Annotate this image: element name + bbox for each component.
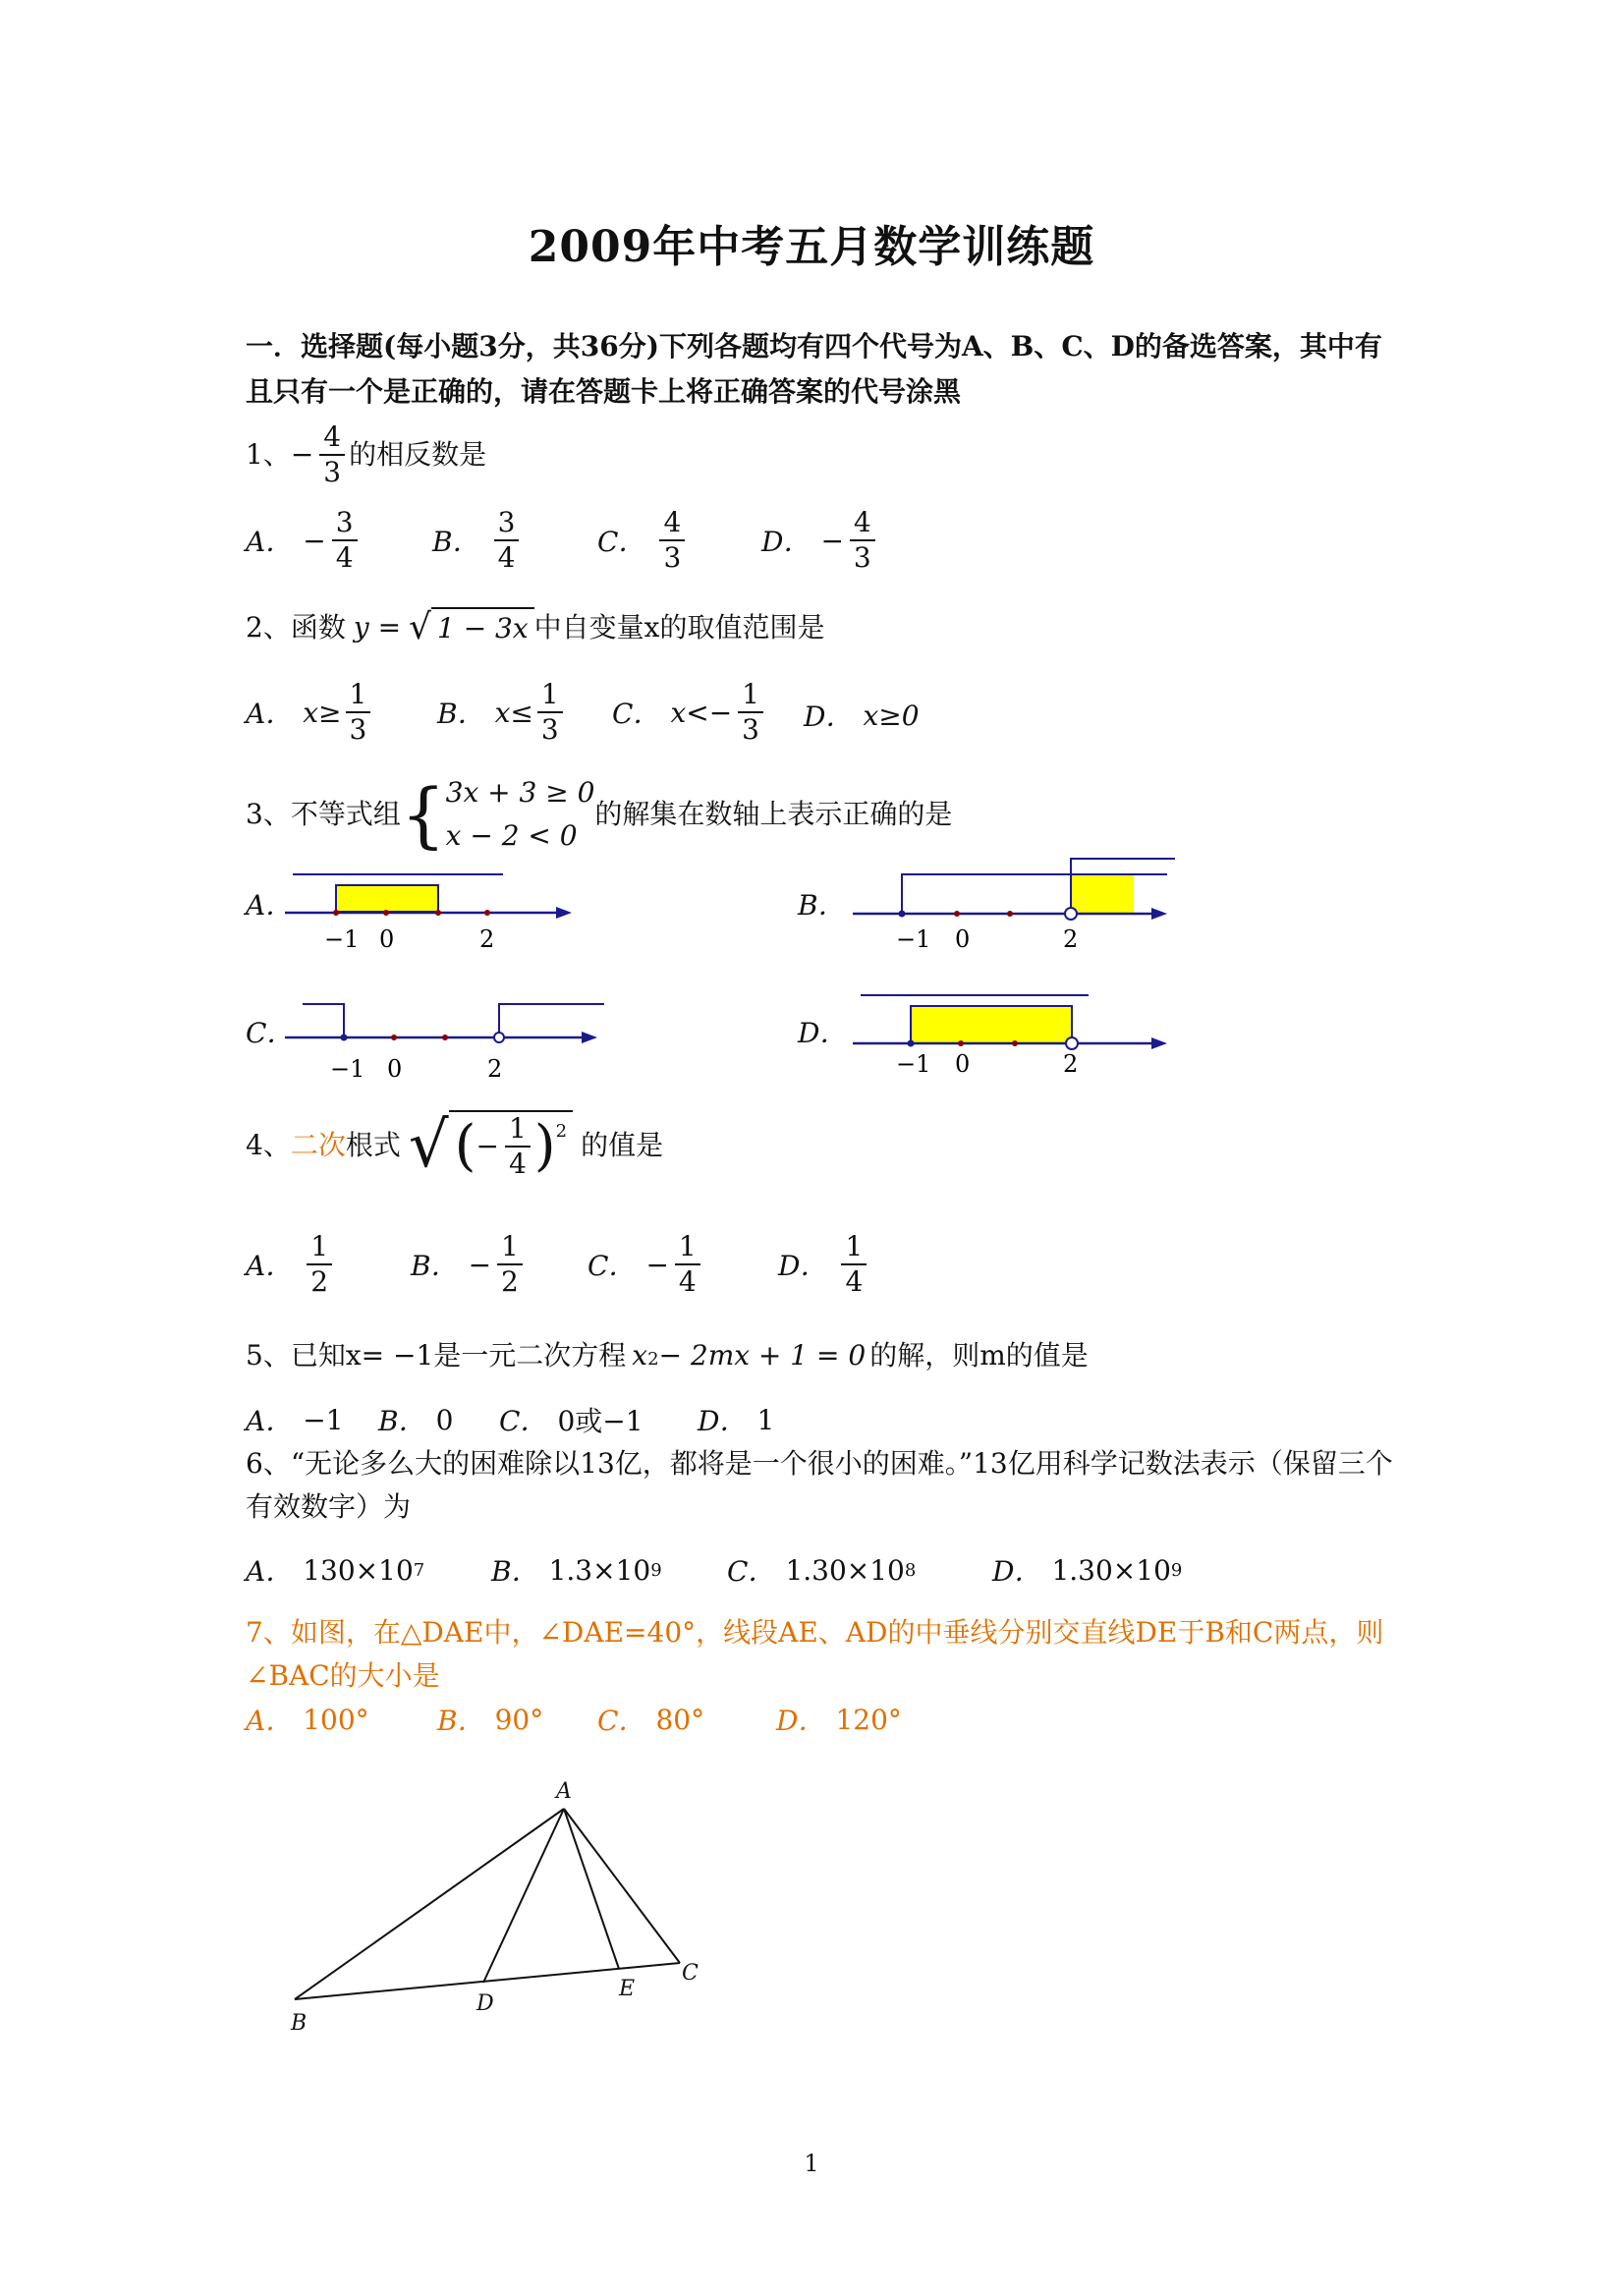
option-sign: − [820, 524, 844, 557]
q1-denominator: 3 [323, 456, 342, 488]
numerator: 1 [841, 1230, 867, 1265]
numerator: 1 [537, 678, 563, 713]
q3-option-b-numberline[interactable] [853, 853, 1177, 956]
option-fraction [850, 506, 875, 575]
option-label: B． [491, 1555, 539, 1588]
q5-number: 5、 [246, 1339, 291, 1372]
q3-option-d-numberline[interactable] [853, 985, 1177, 1084]
q4-radicand: ( − $\frac{1}{4}$ ) $^2$ [449, 1110, 573, 1181]
tick-label: −1 [896, 925, 931, 953]
question-2 [246, 607, 824, 648]
numerator: 4 [659, 506, 685, 541]
option-sign: − [708, 696, 733, 729]
point-label-c: C [682, 1961, 699, 1986]
tick-label: 0 [379, 925, 395, 953]
open-circle [1065, 908, 1077, 920]
option-base: 1.30×10 [1051, 1553, 1171, 1587]
option-label: A． [246, 1405, 294, 1437]
numerator: 1 [675, 1230, 700, 1265]
option-label: D． [778, 1250, 828, 1282]
q6-option-c[interactable] [727, 1550, 916, 1590]
option-fraction [307, 1230, 332, 1299]
tick-label: −1 [896, 1050, 931, 1078]
tick-label: 0 [387, 1055, 403, 1083]
option-label: B． [432, 526, 480, 558]
option-label: C． [588, 1250, 637, 1282]
denominator: 4 [845, 1265, 864, 1298]
tick-label: −1 [324, 925, 360, 953]
tick-label: 2 [487, 1055, 503, 1083]
segment-ac [564, 1809, 680, 1963]
numerator: 1 [738, 678, 763, 713]
option-fraction [346, 678, 371, 747]
q3-option-a-label[interactable]: A． [246, 889, 294, 922]
denominator: 4 [335, 541, 354, 574]
q4-sqrt: √ ( − $\frac{1}{4}$ ) $^2$ [409, 1110, 573, 1181]
q7-triangle-figure [275, 1776, 727, 2042]
option-fraction [332, 506, 358, 575]
denominator: 2 [501, 1265, 519, 1298]
q1-stem-text: 的相反数是 [349, 438, 487, 471]
page-title: 2009年中考五月数学训练题 [528, 222, 1095, 272]
tick-dot [908, 1040, 915, 1047]
q5-post: 的解，则m的值是 [869, 1339, 1089, 1372]
numerator: 1 [307, 1230, 332, 1265]
segment-ae [564, 1809, 619, 1969]
q2-formula-lhs: y = [353, 611, 402, 644]
tick-label: 0 [955, 1050, 971, 1078]
q6-text: “无论多么大的困难除以13亿，都将是一个很小的困难。”13亿用科学记数法表示（保留三个有效数字）为 [246, 1447, 1393, 1523]
option-text: 1 [756, 1403, 775, 1436]
option-label: A． [246, 526, 294, 558]
arrow-icon [582, 1032, 597, 1043]
q4-option-d[interactable] [778, 1230, 870, 1299]
q5-option-a[interactable] [246, 1400, 344, 1439]
q2-option-b[interactable] [437, 678, 567, 747]
option-label: A． [246, 1250, 294, 1282]
option-label: C． [597, 526, 646, 558]
denominator: 3 [663, 541, 682, 574]
arrow-icon [1151, 1037, 1167, 1049]
tick-dot [383, 910, 389, 916]
q4-option-a[interactable] [246, 1230, 336, 1299]
option-label: D． [776, 1705, 826, 1737]
denominator: 4 [497, 541, 516, 574]
q1-option-c[interactable] [597, 506, 689, 575]
option-label: D． [804, 700, 854, 733]
q1-fraction [319, 420, 345, 489]
option-base: 1.30×10 [785, 1553, 905, 1587]
q6-option-b[interactable] [491, 1550, 662, 1590]
point-label-d: D [476, 1991, 494, 2016]
option-text: 100° [303, 1703, 369, 1736]
option-fraction [659, 506, 685, 575]
bracket-line [303, 1004, 344, 1037]
q3-system [446, 771, 595, 858]
option-text: x≥0 [863, 699, 920, 732]
q2-sqrt: √ 1 − 3x [409, 607, 534, 648]
q3-option-c-numberline[interactable] [285, 994, 609, 1088]
option-label: B． [411, 1250, 459, 1282]
tick-label: 2 [1063, 1050, 1079, 1078]
option-relation: x≤ [494, 696, 533, 729]
solution-shade [911, 1006, 1072, 1043]
q7-option-d[interactable] [776, 1700, 902, 1739]
q2-option-a[interactable] [246, 678, 374, 747]
q2-radicand: 1 − 3x [431, 607, 534, 648]
q7-option-b[interactable] [437, 1700, 543, 1739]
q4-exponent: 2 [555, 1121, 568, 1142]
question-7 [246, 1611, 1405, 1698]
open-circle [494, 1033, 504, 1042]
option-label: B． [378, 1405, 426, 1437]
q3-option-a-numberline[interactable] [285, 865, 589, 958]
tick-dot [899, 911, 906, 918]
option-label: D． [698, 1405, 748, 1437]
option-exponent: 7 [413, 1559, 425, 1581]
option-sign: − [645, 1248, 669, 1281]
solution-shade [336, 885, 438, 912]
q1-option-d[interactable] [761, 506, 879, 575]
denominator: 3 [853, 541, 871, 574]
q3-option-d-label[interactable]: D． [798, 1017, 848, 1049]
bracket-line [499, 1004, 604, 1037]
option-relation: x≥ [303, 696, 342, 729]
question-4 [246, 1110, 663, 1181]
q7-number: 7、 [246, 1616, 291, 1649]
q1-number: 1、 [246, 438, 291, 471]
option-exponent: 9 [650, 1559, 662, 1581]
q4-pre: 根式 [345, 1129, 401, 1161]
solution-shade [1071, 874, 1134, 914]
tick-dot [391, 1035, 397, 1040]
q3-line1: 3x + 3 ≥ 0 [445, 776, 595, 809]
arrow-icon [1151, 908, 1167, 920]
brace-icon: { [400, 773, 446, 856]
option-fraction [841, 1230, 867, 1299]
option-base: 130×10 [303, 1553, 414, 1587]
q3-pre: 不等式组 [290, 798, 401, 830]
segment-ab [295, 1809, 564, 1999]
tick-label: 0 [955, 925, 971, 953]
option-label: D． [992, 1555, 1042, 1588]
q4-highlight: 二次 [290, 1129, 346, 1161]
denominator: 4 [678, 1265, 697, 1298]
option-sign: − [303, 524, 326, 557]
option-label: A． [246, 1705, 294, 1737]
tick-label: −1 [330, 1055, 365, 1083]
option-label: C． [727, 1555, 776, 1588]
q3-option-c-label[interactable]: C． [246, 1017, 295, 1049]
tick-dot [435, 910, 441, 916]
option-fraction [738, 678, 763, 747]
numerator: 1 [497, 1230, 523, 1265]
option-fraction [675, 1230, 700, 1299]
option-text: 0或−1 [557, 1405, 644, 1437]
option-label: A． [246, 1555, 294, 1588]
option-base: 1.3×10 [548, 1553, 651, 1587]
tick-dot [1007, 911, 1013, 917]
page-number: 1 [804, 2150, 819, 2177]
option-label: B． [437, 1705, 485, 1737]
q4-option-b[interactable] [411, 1230, 527, 1299]
option-label: B． [437, 698, 485, 730]
q4-sign: − [476, 1130, 499, 1162]
tick-dot [442, 1035, 448, 1040]
question-6 [246, 1442, 1405, 1529]
q5-option-b[interactable] [378, 1400, 453, 1439]
section-heading: 一．选择题(每小题3分，共36分)下列各题均有四个代号为A、B、C、D的备选答案，其中有且只有一个是正确的，请在答题卡上将正确答案的代号涂黑 [246, 330, 1382, 408]
q1-sign: − [290, 438, 314, 471]
option-relation: x< [670, 696, 709, 729]
numerator: 4 [850, 506, 875, 541]
tick-label: 2 [1063, 925, 1079, 953]
q5-eq-a: x [632, 1339, 648, 1372]
q4-fraction [505, 1112, 531, 1181]
numerator: 3 [494, 506, 520, 541]
q3-line2: x − 2 < 0 [445, 819, 578, 852]
option-label: C． [612, 698, 661, 730]
option-label: A． [246, 698, 294, 730]
question-1 [246, 420, 486, 489]
option-label: C． [597, 1705, 646, 1737]
option-label: C． [499, 1405, 548, 1437]
q2-pre: 函数 [290, 611, 346, 644]
q5-pre: 已知x= −1是一元二次方程 [290, 1339, 627, 1372]
numerator: 1 [505, 1112, 531, 1148]
arrow-icon [556, 907, 572, 919]
tick-dot [333, 910, 339, 916]
denominator: 4 [508, 1148, 527, 1180]
option-text: 120° [835, 1703, 902, 1736]
q1-option-b[interactable] [432, 506, 523, 575]
option-fraction [537, 678, 563, 747]
q6-option-a[interactable] [246, 1550, 424, 1590]
point-label-e: E [619, 1977, 636, 2001]
q4-number: 4、 [246, 1129, 291, 1161]
question-5 [246, 1336, 1089, 1379]
option-text: 80° [655, 1703, 705, 1736]
tick-dot [954, 911, 960, 917]
tick-dot [484, 910, 490, 916]
option-fraction [494, 506, 520, 575]
denominator: 3 [349, 713, 367, 746]
q2-number: 2、 [246, 611, 291, 644]
q4-post: 的值是 [581, 1129, 664, 1161]
q7-option-c[interactable] [597, 1700, 704, 1739]
option-text: −1 [303, 1403, 344, 1436]
q5-eq-b: − 2mx + 1 = 0 [658, 1339, 867, 1372]
q3-option-b-label[interactable]: B． [798, 889, 846, 922]
q6-number: 6、 [246, 1447, 291, 1480]
option-text: 0 [435, 1403, 454, 1436]
open-circle [1066, 1037, 1078, 1049]
q4-option-c[interactable] [588, 1230, 704, 1299]
denominator: 3 [540, 713, 559, 746]
segment-ad [483, 1809, 564, 1983]
tick-dot [958, 1040, 964, 1046]
q2-option-d[interactable] [804, 696, 920, 735]
option-exponent: 9 [1170, 1559, 1183, 1581]
q5-option-d[interactable] [698, 1400, 774, 1439]
question-3 [246, 771, 952, 858]
numerator: 3 [332, 506, 358, 541]
q2-post: 中自变量x的取值范围是 [533, 611, 825, 644]
q3-post: 的解集在数轴上表示正确的是 [594, 798, 953, 830]
point-label-b: B [291, 2011, 308, 2036]
option-text: 90° [494, 1703, 544, 1736]
tick-label: 2 [479, 925, 495, 953]
tick-dot [341, 1035, 348, 1041]
q3-number: 3、 [246, 798, 291, 830]
option-fraction [497, 1230, 523, 1299]
denominator: 3 [742, 713, 759, 746]
q1-option-a[interactable] [246, 506, 362, 575]
q7-option-a[interactable] [246, 1700, 369, 1739]
q5-eq-exp: 2 [647, 1349, 659, 1370]
q2-option-c[interactable] [612, 678, 767, 747]
q7-text: 如图，在△DAE中，∠DAE=40°，线段AE、AD的中垂线分别交直线DE于B和C两点，则∠BAC的大小是 [246, 1616, 1384, 1692]
q5-option-c[interactable] [499, 1400, 644, 1439]
numerator: 1 [346, 678, 371, 713]
denominator: 2 [310, 1265, 329, 1298]
tick-dot [1012, 1040, 1018, 1046]
option-label: D． [761, 526, 812, 558]
option-sign: − [468, 1248, 492, 1281]
point-label-a: A [556, 1779, 572, 1804]
q1-numerator: 4 [319, 420, 345, 456]
q6-option-d[interactable] [992, 1550, 1182, 1590]
option-exponent: 8 [904, 1559, 917, 1581]
